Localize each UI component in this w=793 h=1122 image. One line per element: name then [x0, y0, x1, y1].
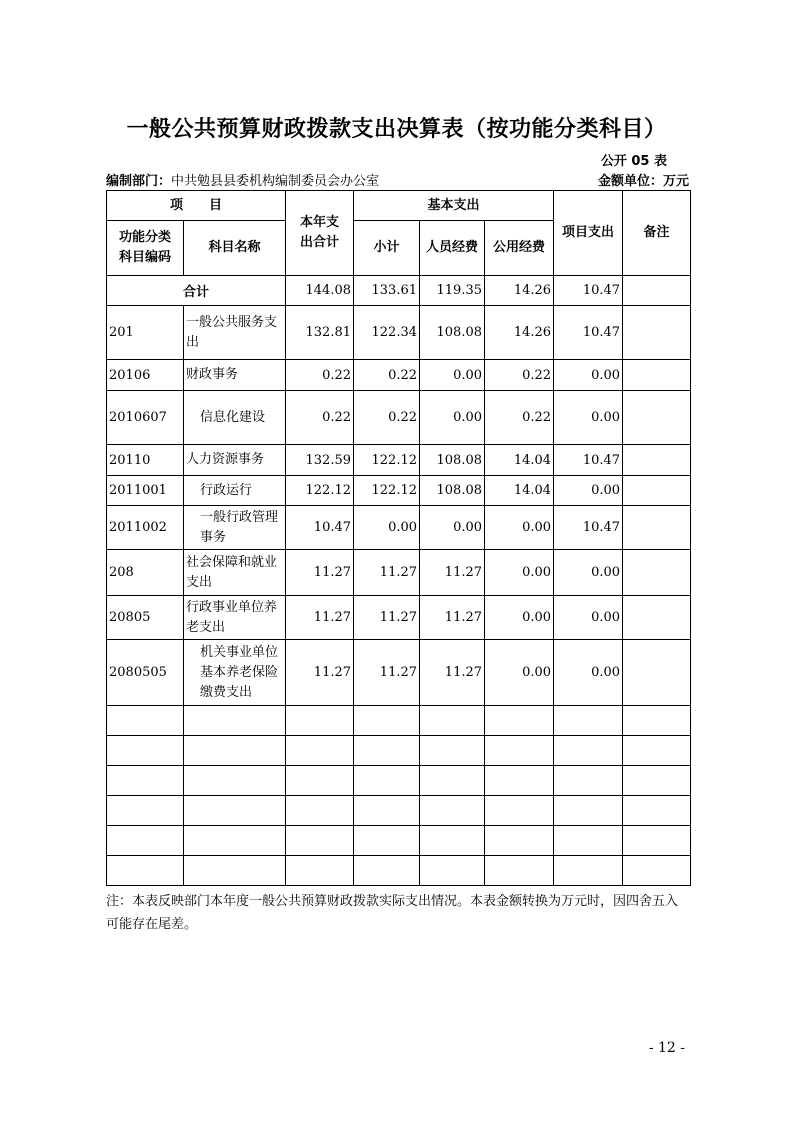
row-name: 人力资源事务 — [184, 445, 286, 476]
department-name: 中共勉县县委机构编制委员会办公室 — [171, 174, 380, 189]
row-total: 122.12 — [286, 476, 354, 506]
row-personnel: 0.00 — [420, 506, 485, 550]
row-code: 20805 — [107, 596, 184, 640]
row-project: 10.47 — [554, 445, 623, 476]
total-project: 10.47 — [554, 276, 623, 306]
department-label: 编制部门： — [106, 174, 172, 189]
row-subtotal: 11.27 — [354, 596, 420, 640]
row-public: 0.00 — [485, 550, 554, 596]
row-project: 0.00 — [554, 550, 623, 596]
row-personnel: 11.27 — [420, 640, 485, 706]
row-code: 2011001 — [107, 476, 184, 506]
row-personnel: 11.27 — [420, 596, 485, 640]
total-remark — [623, 276, 691, 306]
row-name: 财政事务 — [184, 360, 286, 391]
row-remark — [623, 306, 691, 360]
total-personnel: 119.35 — [420, 276, 485, 306]
row-code: 20106 — [107, 360, 184, 391]
row-personnel: 11.27 — [420, 550, 485, 596]
row-total: 11.27 — [286, 550, 354, 596]
row-subtotal: 0.22 — [354, 360, 420, 391]
table-row — [107, 596, 691, 640]
form-number: 公开 05 表 — [600, 154, 667, 169]
row-personnel: 108.08 — [420, 306, 485, 360]
amount-unit: 金额单位：万元 — [597, 174, 689, 189]
row-personnel: 0.00 — [420, 360, 485, 391]
empty-row — [107, 826, 691, 856]
row-total: 0.22 — [286, 360, 354, 391]
page-title: 一般公共预算财政拨款支出决算表（按功能分类科目） — [126, 117, 667, 142]
total-subtotal: 133.61 — [354, 276, 420, 306]
table-row — [107, 476, 691, 506]
row-total: 11.27 — [286, 596, 354, 640]
row-project: 0.00 — [554, 360, 623, 391]
row-total: 10.47 — [286, 506, 354, 550]
row-name: 社会保障和就业支出 — [184, 550, 286, 596]
row-name: 行政运行 — [184, 476, 286, 506]
header-public: 公用经费 — [485, 221, 554, 276]
row-subtotal: 0.00 — [354, 506, 420, 550]
row-remark — [623, 596, 691, 640]
empty-row — [107, 736, 691, 766]
row-project: 0.00 — [554, 640, 623, 706]
row-project: 0.00 — [554, 391, 623, 445]
row-subtotal: 122.34 — [354, 306, 420, 360]
table-note: 注：本表反映部门本年度一般公共预算财政拨款实际支出情况。本表金额转换为万元时，因四舍五入可能存在尾差。 — [106, 894, 679, 932]
empty-row — [107, 856, 691, 886]
row-project: 10.47 — [554, 506, 623, 550]
row-remark — [623, 640, 691, 706]
row-project: 10.47 — [554, 306, 623, 360]
header-code: 功能分类科目编码 — [107, 221, 184, 276]
row-public: 0.22 — [485, 360, 554, 391]
total-row — [107, 276, 691, 306]
row-public: 14.26 — [485, 306, 554, 360]
empty-row — [107, 796, 691, 826]
row-personnel: 108.08 — [420, 445, 485, 476]
row-name: 一般行政管理事务 — [184, 506, 286, 550]
row-remark — [623, 360, 691, 391]
table-row — [107, 640, 691, 706]
header-name: 科目名称 — [184, 221, 286, 276]
row-subtotal: 11.27 — [354, 550, 420, 596]
row-subtotal: 122.12 — [354, 445, 420, 476]
empty-row — [107, 766, 691, 796]
header-subtotal: 小计 — [354, 221, 420, 276]
row-name: 行政事业单位养老支出 — [184, 596, 286, 640]
row-remark — [623, 476, 691, 506]
row-name: 机关事业单位基本养老保险缴费支出 — [184, 640, 286, 706]
row-name: 信息化建设 — [184, 391, 286, 445]
row-remark — [623, 391, 691, 445]
row-public: 0.00 — [485, 640, 554, 706]
header-personnel: 人员经费 — [420, 221, 485, 276]
row-code: 2080505 — [107, 640, 184, 706]
table-row — [107, 391, 691, 445]
row-public: 0.22 — [485, 391, 554, 445]
row-personnel: 108.08 — [420, 476, 485, 506]
header-basic: 基本支出 — [354, 191, 554, 221]
row-personnel: 0.00 — [420, 391, 485, 445]
row-total: 132.59 — [286, 445, 354, 476]
row-code: 208 — [107, 550, 184, 596]
row-public: 14.04 — [485, 476, 554, 506]
page-number: - 12 - — [648, 1040, 685, 1056]
row-public: 14.04 — [485, 445, 554, 476]
row-public: 0.00 — [485, 596, 554, 640]
row-remark — [623, 506, 691, 550]
row-code: 2010607 — [107, 391, 184, 445]
expenditure-table — [106, 190, 691, 886]
row-public: 0.00 — [485, 506, 554, 550]
row-code: 2011002 — [107, 506, 184, 550]
total-label: 合计 — [107, 276, 286, 306]
row-total: 132.81 — [286, 306, 354, 360]
row-name: 一般公共服务支出 — [184, 306, 286, 360]
total-amount: 144.08 — [286, 276, 354, 306]
header-remark: 备注 — [623, 191, 691, 276]
table-row — [107, 550, 691, 596]
table-row — [107, 360, 691, 391]
header-item: 项 目 — [107, 191, 286, 221]
department-info — [106, 170, 379, 189]
row-code: 20110 — [107, 445, 184, 476]
empty-row — [107, 706, 691, 736]
row-subtotal: 11.27 — [354, 640, 420, 706]
table-row — [107, 506, 691, 550]
row-total: 11.27 — [286, 640, 354, 706]
row-project: 0.00 — [554, 476, 623, 506]
row-remark — [623, 445, 691, 476]
header-total: 本年支出合计 — [286, 191, 354, 276]
table-row — [107, 445, 691, 476]
row-project: 0.00 — [554, 596, 623, 640]
header-project: 项目支出 — [554, 191, 623, 276]
row-total: 0.22 — [286, 391, 354, 445]
row-remark — [623, 550, 691, 596]
total-public: 14.26 — [485, 276, 554, 306]
row-subtotal: 0.22 — [354, 391, 420, 445]
row-subtotal: 122.12 — [354, 476, 420, 506]
table-row — [107, 306, 691, 360]
row-code: 201 — [107, 306, 184, 360]
